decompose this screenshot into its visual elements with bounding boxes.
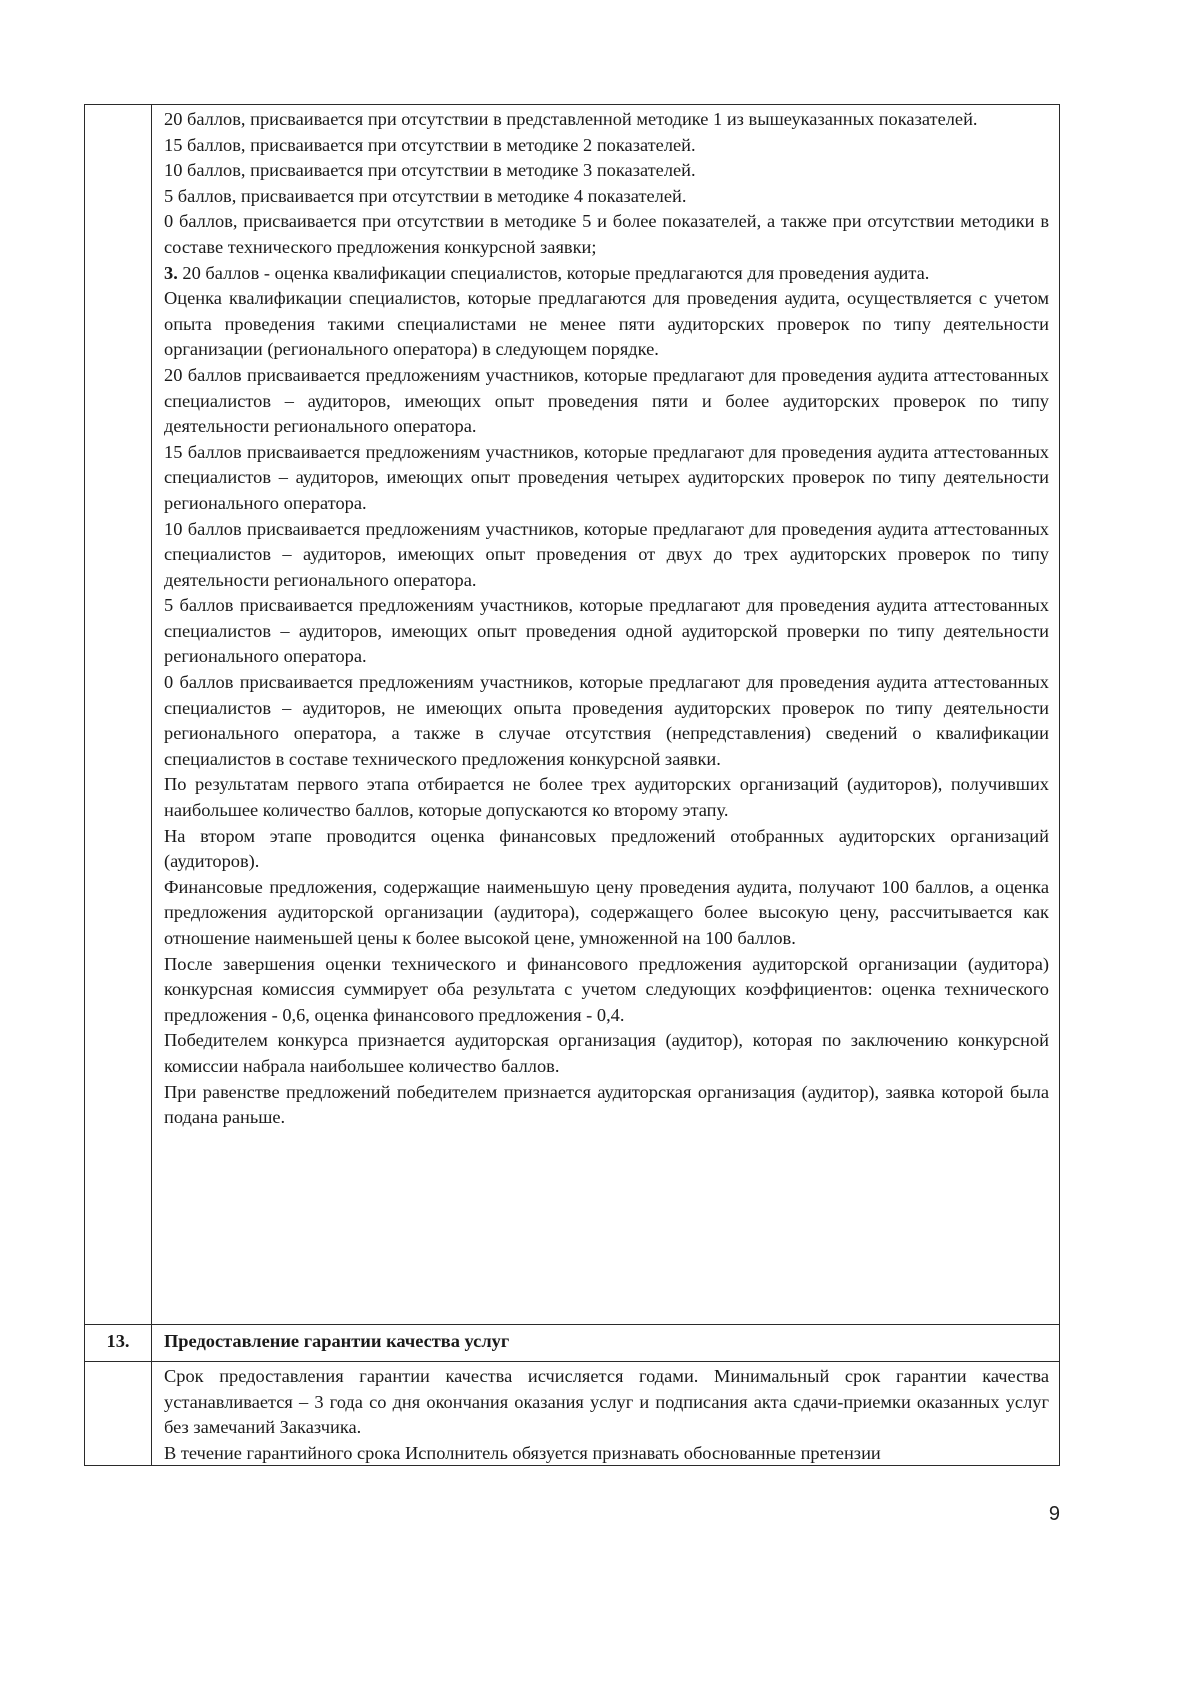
row-divider <box>85 1361 1059 1362</box>
paragraph: 0 баллов, присваивается при отсутствии в методике 5 и более показателей, а также при отсутствии методики в составе технического предложения конкурсной заявки; <box>164 211 1049 257</box>
paragraph: На втором этапе проводится оценка финансовых предложений отобранных аудиторских организаций (аудиторов). <box>164 825 1049 872</box>
row-divider <box>85 1324 1059 1325</box>
section-12-text <box>164 107 1049 1131</box>
paragraph: 5 баллов, присваивается при отсутствии в методике 4 показателей. <box>164 185 687 206</box>
column-divider <box>151 105 152 1465</box>
paragraph: 0 баллов присваивается предложениям участников, которые предлагают для проведения аудита аттестованных специалистов – аудиторов, не имеющих опыта проведения аудиторских проверок по типу деятельности регионального оператора, а также в случае отсутствия (непредставления) сведений о квалификации специалистов в составе технического предложения конкурсной заявки. <box>164 672 1049 769</box>
paragraph: Оценка квалификации специалистов, которые предлагаются для проведения аудита, осуществляется с учетом опыта проведения такими специалистами не менее пяти аудиторских проверок по типу деятельности организации (регионального оператора) в следующем порядке. <box>164 288 1049 360</box>
section-13-number: 13. <box>106 1331 130 1351</box>
paragraph: 20 баллов, присваивается при отсутствии в представленной методике 1 из вышеуказанных показателей. <box>164 109 978 129</box>
paragraph: 15 баллов присваивается предложениям участников, которые предлагают для проведения аудита аттестованных специалистов – аудиторов, имеющих опыт проведения четырех аудиторских проверок по типу деятельности регионального оператора. <box>164 441 1049 513</box>
paragraph: По результатам первого этапа отбирается не более трех аудиторских организаций (аудиторов), получивших наибольшее количество баллов, которые допускаются ко второму этапу. <box>164 774 1049 821</box>
paragraph-text: 20 баллов - оценка квалификации специалистов, которые предлагаются для проведения аудита. <box>177 262 930 283</box>
paragraph: При равенстве предложений победителем признается аудиторская организация (аудитор), заявка которой была подана раньше. <box>164 1081 1049 1128</box>
paragraph: 15 баллов, присваивается при отсутствии в методике 2 показателей. <box>164 134 696 155</box>
paragraph: Победителем конкурса признается аудиторская организация (аудитор), которая по заключению конкурсной комиссии набрала наибольшее количество баллов. <box>164 1030 1049 1076</box>
paragraph: Срок предоставления гарантии качества исчисляется годами. Минимальный срок гарантии качества устанавливается – 3 года со дня окончания оказания услуг и подписания акта сдачи-приемки оказанных услуг без замечаний Заказчика. <box>164 1366 1049 1438</box>
section-13-title: Предоставление гарантии качества услуг <box>164 1331 510 1351</box>
page-number: 9 <box>1048 1503 1060 1525</box>
section-13-text <box>164 1364 1049 1466</box>
paragraph: 10 баллов присваивается предложениям участников, которые предлагают для проведения аудита аттестованных специалистов – аудиторов, имеющих опыт проведения от двух до трех аудиторских проверок по типу деятельности регионального оператора. <box>164 518 1049 590</box>
paragraph: Финансовые предложения, содержащие наименьшую цену проведения аудита, получают 100 баллов, а оценка предложения аудиторской организации (аудитора), содержащего более высокую цену, рассчитывается как отношение наименьшей цены к более высокой цене, умноженной на 100 баллов. <box>164 876 1049 948</box>
paragraph: 20 баллов присваивается предложениям участников, которые предлагают для проведения аудита аттестованных специалистов – аудиторов, имеющих опыт проведения пяти и более аудиторских проверок по типу деятельности регионального оператора. <box>164 364 1049 437</box>
document-table <box>84 104 1060 1466</box>
item-number: 3. <box>164 262 178 283</box>
paragraph: 10 баллов, присваивается при отсутствии в методике 3 показателей. <box>164 160 696 181</box>
paragraph: После завершения оценки технического и финансового предложения аудиторской организации (аудитора) конкурсная комиссия суммирует оба результата с учетом следующих коэффициентов: оценка технического предложения - 0,6, оценка финансового предложения - 0,4. <box>164 953 1049 1025</box>
paragraph: В течение гарантийного срока Исполнитель обязуется признавать обоснованные претензии <box>164 1442 881 1463</box>
paragraph: 5 баллов присваивается предложениям участников, которые предлагают для проведения аудита аттестованных специалистов – аудиторов, имеющих опыт проведения одной аудиторской проверки по типу деятельности регионального оператора. <box>164 595 1049 667</box>
paragraph <box>164 261 1049 287</box>
